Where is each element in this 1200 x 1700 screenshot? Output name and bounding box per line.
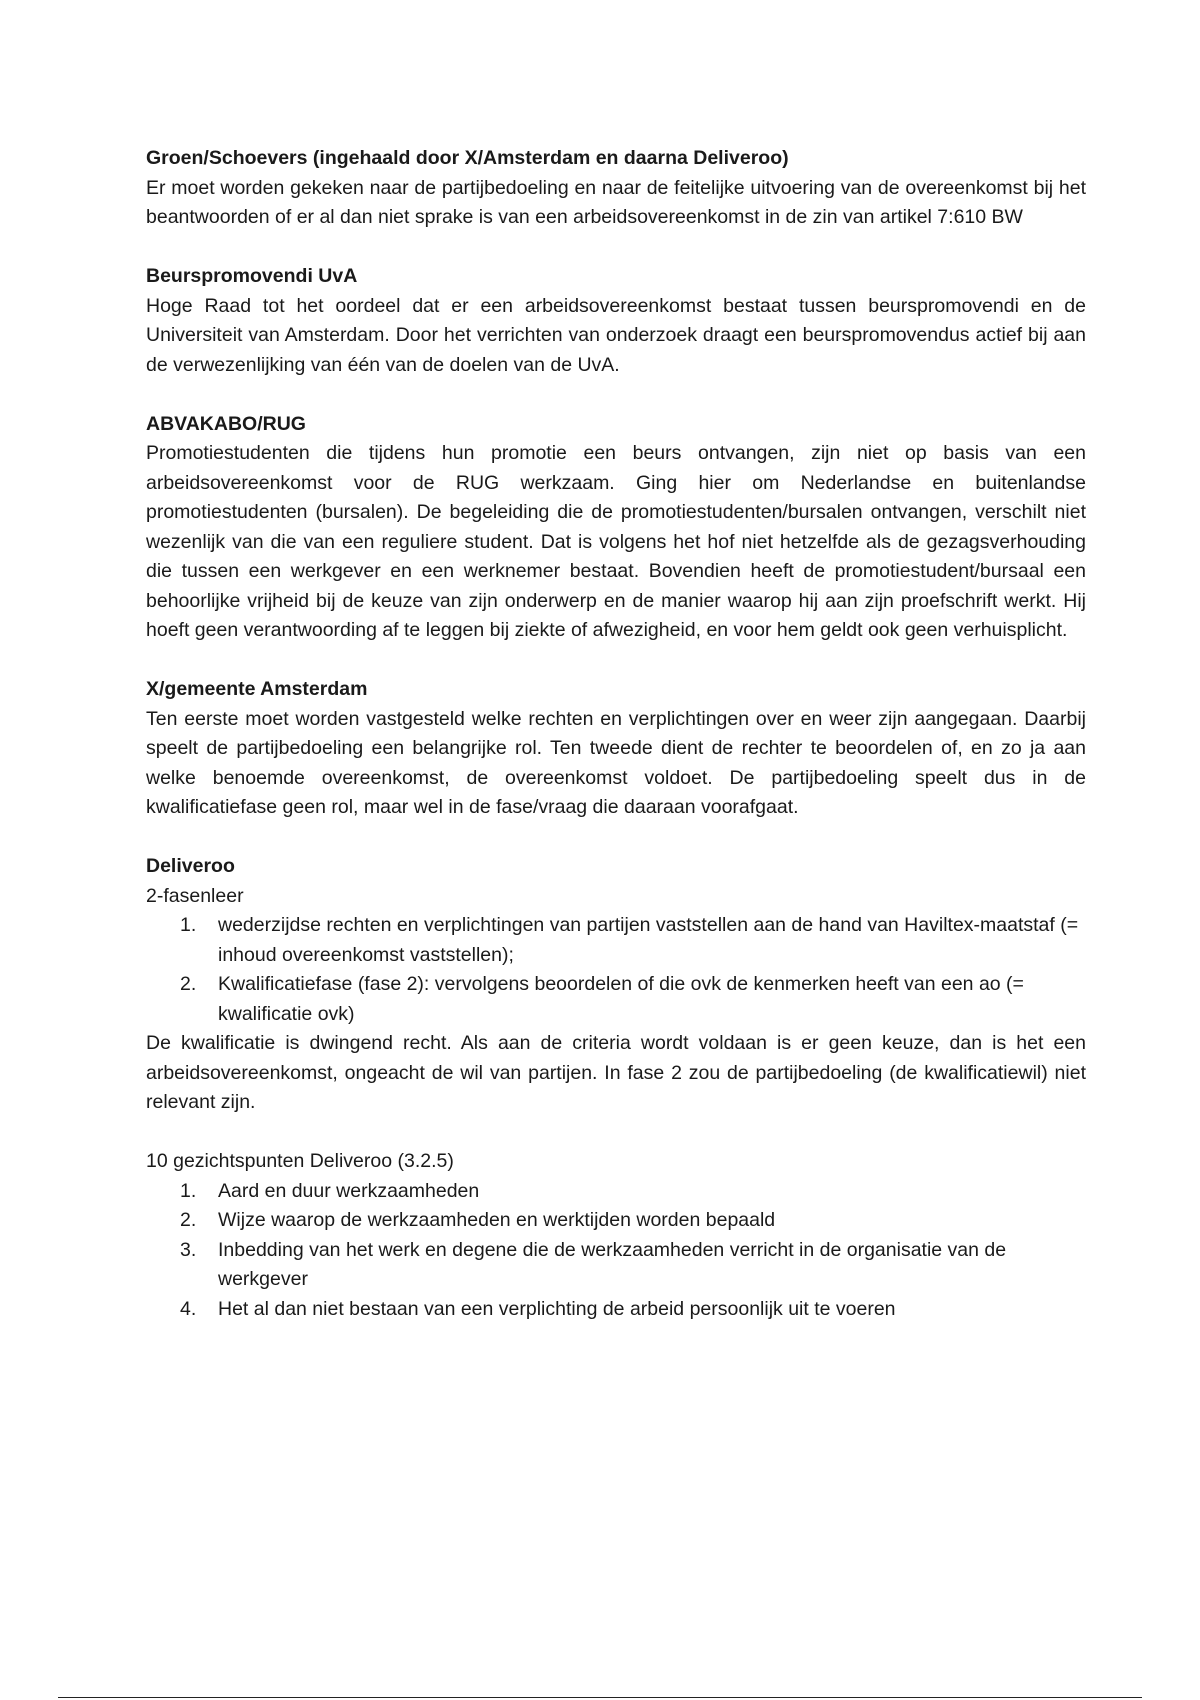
section-gezichtspunten: [146, 1147, 1086, 1324]
section-body: Promotiestudenten die tijdens hun promotie een beurs ontvangen, zijn niet op basis van een arbeidsovereenkomst voor de RUG werkzaam. Ging hier om Nederlandse en buitenlandse promotiestudenten (bursalen). De begeleiding die de promotiestudenten/bursalen ontvangen, verschilt niet wezenlijk van die van een reguliere student. Dat is volgens het hof niet hetzelfde als de gezagsverhouding die tussen een werkgever en een werknemer bestaat. Bovendien heeft de promotiestudent/bursaal een behoorlijke vrijheid bij de keuze van zijn onderwerp en de manier waarop hij aan zijn proefschrift werkt. Hij hoeft geen verantwoording af te leggen bij ziekte of afwezigheid, en voor hem geldt ook geen verhuisplicht.: [146, 442, 1086, 641]
list-text: Aard en duur werkzaamheden: [218, 1179, 480, 1202]
list-number: 1.: [180, 914, 197, 936]
section-heading: Beurspromovendi UvA: [146, 265, 358, 287]
page-bottom-rule: [58, 1697, 1142, 1698]
section-body: Hoge Raad tot het oordeel dat er een arbeidsovereenkomst bestaat tussen beurspromovendi en de Universiteit van Amsterdam. Door het verrichten van onderzoek draagt een beurspromovendus actief bij aan de verwezenlijking van één van de doelen van de UvA.: [146, 294, 1086, 376]
list-item: [146, 1236, 1086, 1295]
section-heading: Deliveroo: [146, 855, 235, 877]
list-text: Kwalificatiefase (fase 2): vervolgens beoordelen of die ovk de kenmerken heeft van een ao (= kwalificatie ovk): [218, 973, 1024, 1025]
list-number: 2.: [180, 1209, 197, 1231]
list-item: [146, 1295, 1086, 1325]
section-subheading: 2-fasenleer: [146, 884, 244, 907]
section-beurspromovendi: [146, 262, 1086, 380]
section-heading: X/gemeente Amsterdam: [146, 678, 368, 700]
section-heading: Groen/Schoevers (ingehaald door X/Amsterdam en daarna Deliveroo): [146, 147, 789, 169]
section-body: De kwalificatie is dwingend recht. Als aan de criteria wordt voldaan is er geen keuze, dan is het een arbeidsovereenkomst, ongeacht de wil van partijen. In fase 2 zou de partijbedoeling (de kwalificatiewil) niet relevant zijn.: [146, 1032, 1086, 1113]
list-item: [146, 1206, 1086, 1236]
list-text: Het al dan niet bestaan van een verplichting de arbeid persoonlijk uit te voeren: [218, 1297, 896, 1320]
fasen-list: [146, 911, 1086, 1029]
section-x-gemeente-amsterdam: [146, 675, 1086, 823]
list-number: 4.: [180, 1297, 197, 1320]
section-heading: ABVAKABO/RUG: [146, 412, 306, 435]
list-item: [146, 1177, 1086, 1207]
section-body: Ten eerste moet worden vastgesteld welke rechten en verplichtingen over en weer zijn aangegaan. Daarbij speelt de partijbedoeling een belangrijke rol. Ten tweede dient de rechter te beoordelen of, en zo ja aan welke benoemde overeenkomst, de overeenkomst voldoet. De partijbedoeling speelt dus in de kwalificatiefase geen rol, maar wel in de fase/vraag die daaraan voorafgaat.: [146, 707, 1086, 818]
section-title: 10 gezichtspunten Deliveroo (3.2.5): [146, 1150, 454, 1172]
section-body: Er moet worden gekeken naar de partijbedoeling en naar de feitelijke uitvoering van de overeenkomst bij het beantwoorden of er al dan niet sprake is van een arbeidsovereenkomst in de zin van artikel 7:610 BW: [146, 176, 1086, 228]
list-number: 3.: [180, 1238, 197, 1261]
document-page: [146, 144, 1086, 1354]
section-groen-schoevers: [146, 144, 1086, 233]
list-number: 1.: [180, 1179, 197, 1202]
list-text: Inbedding van het werk en degene die de werkzaamheden verricht in de organisatie van de werkgever: [218, 1238, 1007, 1290]
section-deliveroo: [146, 852, 1086, 1118]
list-item: [146, 911, 1086, 970]
list-number: 2.: [180, 973, 197, 995]
list-item: [146, 970, 1086, 1029]
section-abvakabo-rug: [146, 410, 1086, 646]
list-text: Wijze waarop de werkzaamheden en werktijden worden bepaald: [218, 1209, 776, 1231]
list-text: wederzijdse rechten en verplichtingen van partijen vaststellen aan de hand van Haviltex-maatstaf (= inhoud overeenkomst vaststellen);: [218, 914, 1079, 966]
gezichtspunten-list: [146, 1177, 1086, 1325]
